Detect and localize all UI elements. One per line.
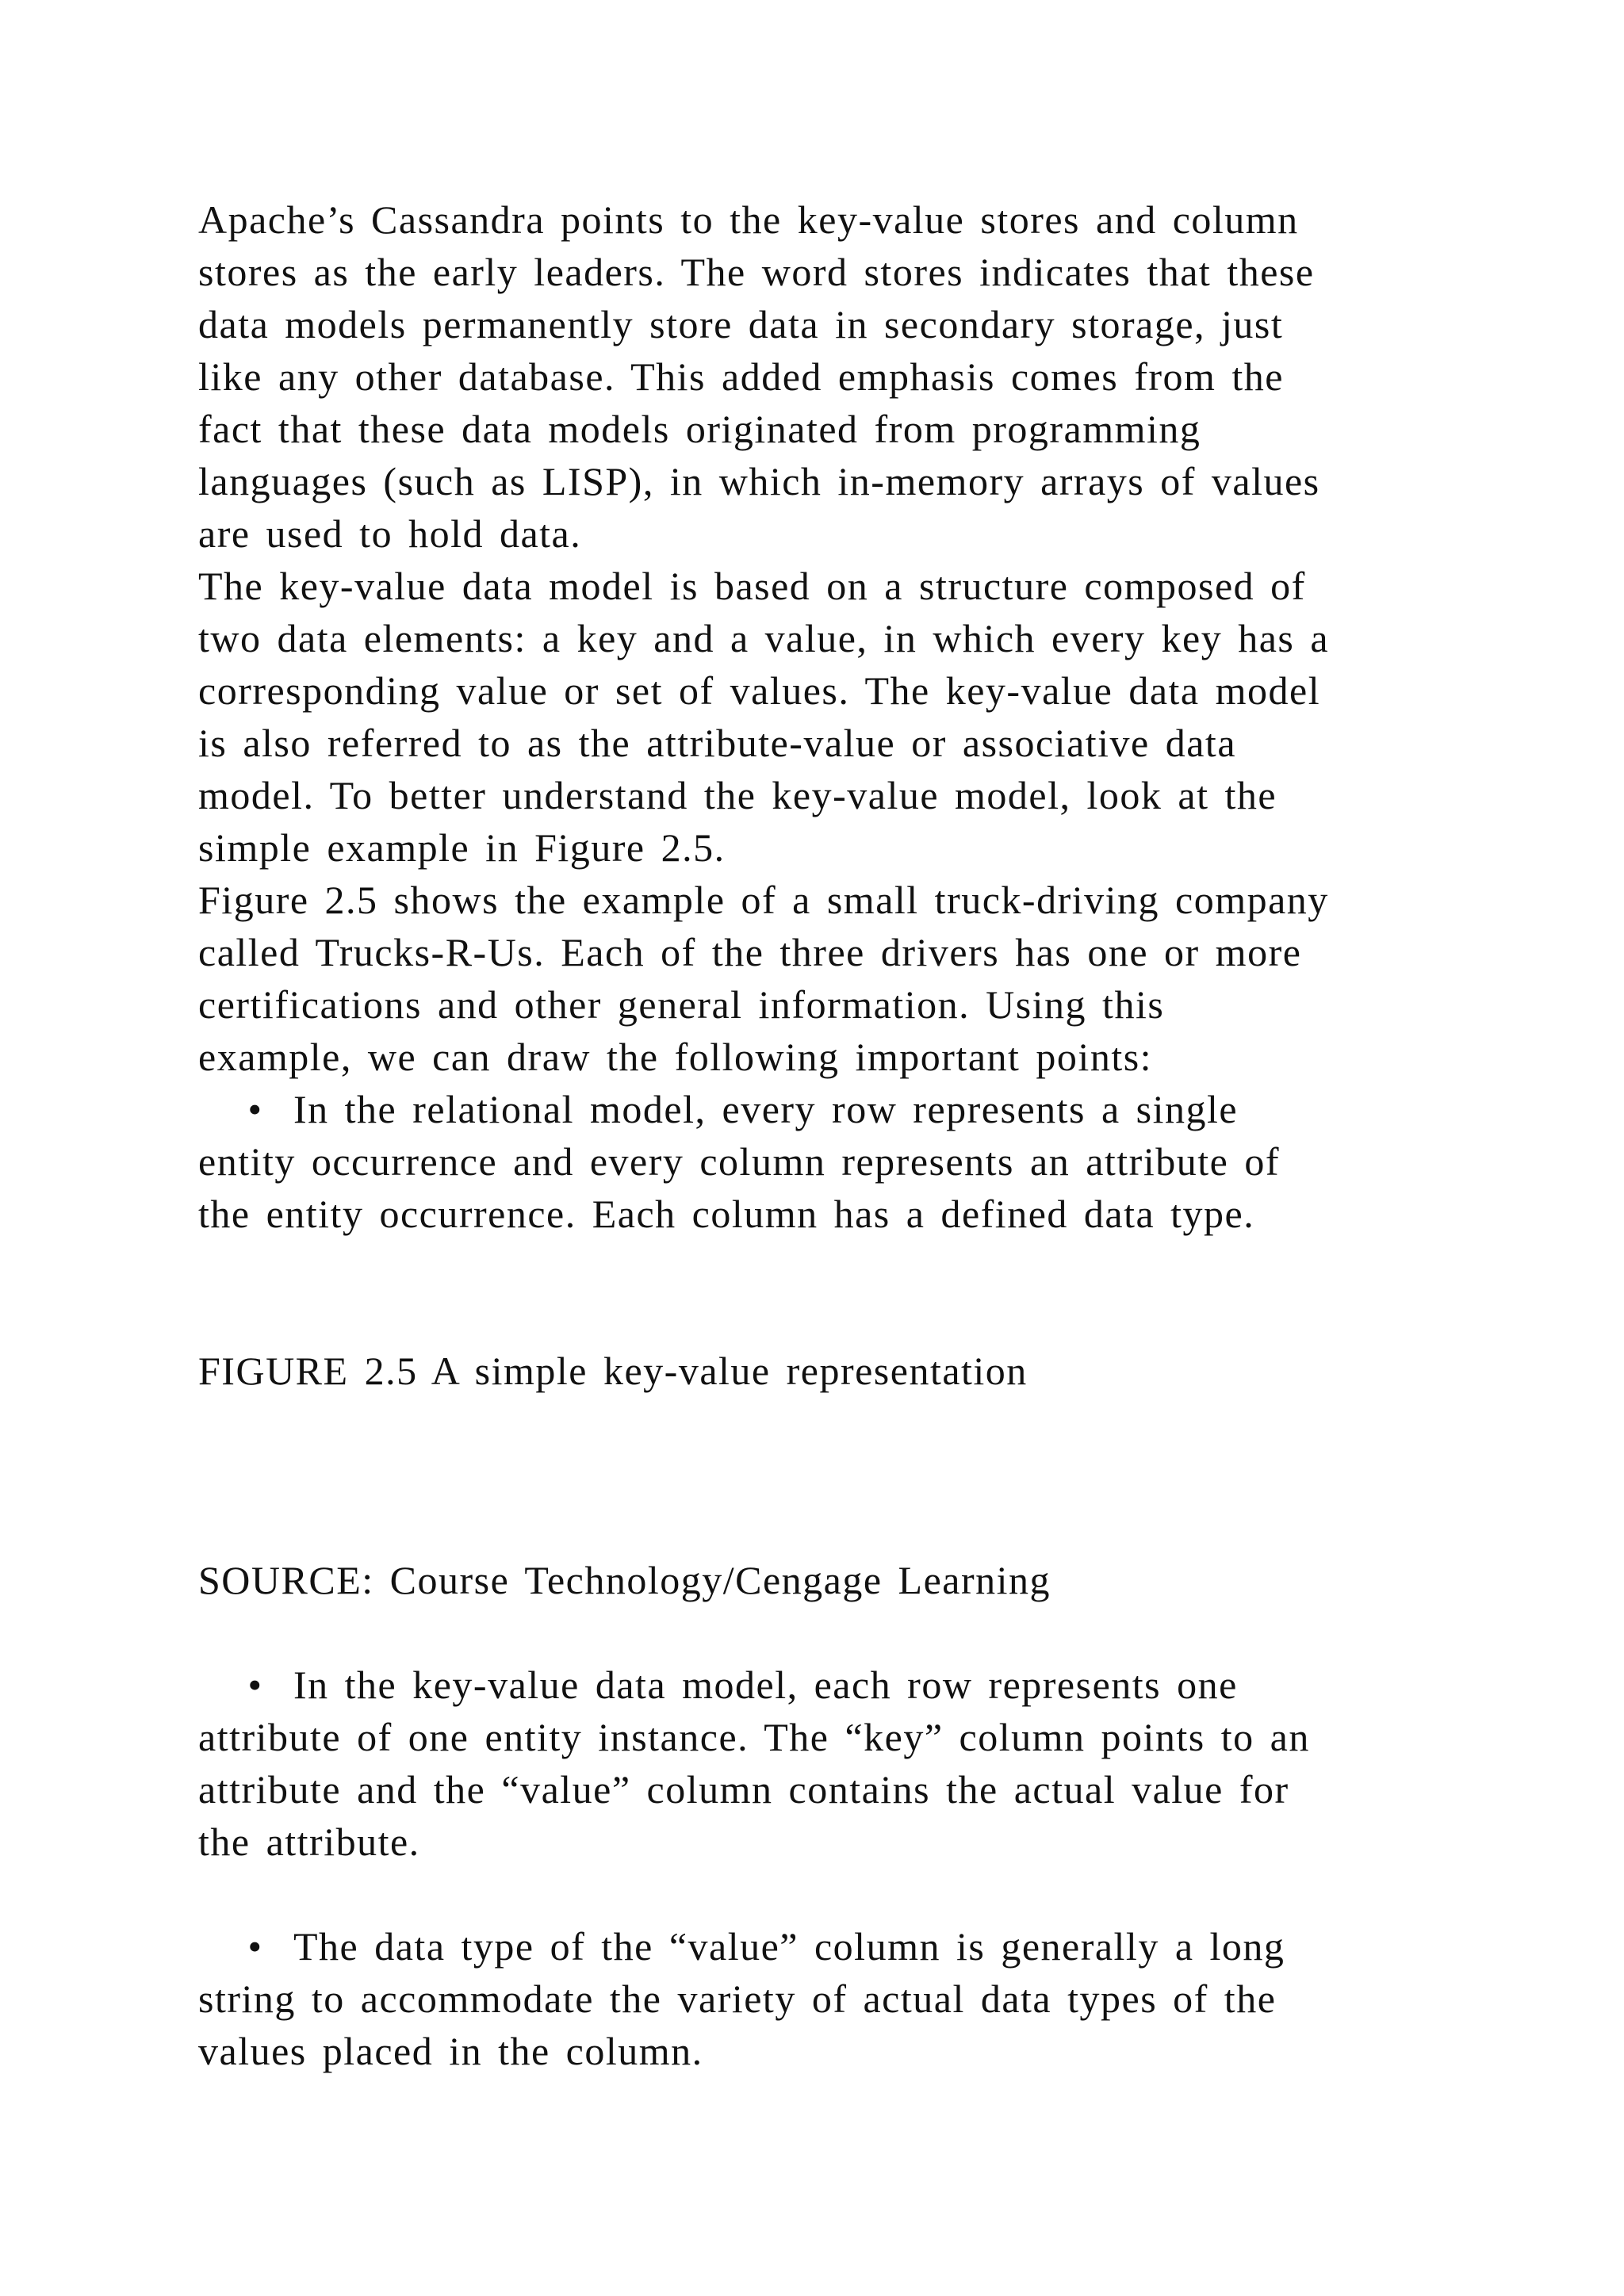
text-line: Figure 2.5 shows the example of a small truck-driving company	[198, 878, 1329, 922]
bullet-icon: •	[247, 1924, 262, 1969]
figure-placeholder	[198, 1397, 1435, 1554]
bullet-text: The data type of the “value” column is generally a long	[293, 1924, 1285, 1969]
text-line: example, we can draw the following important points:	[198, 1035, 1153, 1079]
text-line: certifications and other general information. Using this	[198, 982, 1165, 1027]
bullet-first-line	[198, 1659, 1435, 1711]
text-line: languages (such as LISP), in which in-memory arrays of values	[198, 459, 1320, 503]
bullet-value-data-type	[198, 1920, 1435, 2077]
bullet-text: In the key-value data model, each row represents one	[293, 1663, 1238, 1707]
text-line: attribute and the “value” column contains the actual value for	[198, 1767, 1289, 1812]
text-line: like any other database. This added emphasis comes from the	[198, 354, 1284, 399]
paragraph-key-value-model	[198, 560, 1435, 874]
bullet-first-line	[198, 1083, 1435, 1135]
paragraph-cassandra	[198, 193, 1435, 560]
figure-caption: FIGURE 2.5 A simple key-value representation	[198, 1349, 1028, 1393]
source-line: SOURCE: Course Technology/Cengage Learning	[198, 1558, 1051, 1602]
bullet-icon: •	[247, 1087, 262, 1131]
text-line: the attribute.	[198, 1820, 420, 1864]
text-line: attribute of one entity instance. The “key” column points to an	[198, 1715, 1310, 1759]
bullet-relational-model	[198, 1083, 1435, 1240]
text-line: two data elements: a key and a value, in which every key has a	[198, 616, 1330, 660]
text-line: string to accommodate the variety of actual data types of the	[198, 1976, 1277, 2021]
text-line: fact that these data models originated from programming	[198, 407, 1201, 451]
bullet-first-line	[198, 1920, 1435, 1973]
text-line: corresponding value or set of values. The key-value data model	[198, 668, 1321, 713]
text-line: are used to hold data.	[198, 511, 582, 556]
text-line: The key-value data model is based on a structure composed of	[198, 564, 1306, 608]
text-line: model. To better understand the key-value model, look at the	[198, 773, 1277, 817]
document-page	[198, 193, 1435, 2077]
spacer	[198, 1606, 1435, 1659]
text-line: data models permanently store data in secondary storage, just	[198, 302, 1284, 346]
text-line: stores as the early leaders. The word stores indicates that these	[198, 250, 1315, 294]
text-line: simple example in Figure 2.5.	[198, 825, 726, 870]
text-line: entity occurrence and every column represents an attribute of	[198, 1139, 1280, 1184]
bullet-key-value-rows	[198, 1659, 1435, 1868]
bullet-text: In the relational model, every row represents a single	[293, 1087, 1239, 1131]
spacer	[198, 1868, 1435, 1920]
bullet-icon: •	[247, 1663, 262, 1707]
text-line: is also referred to as the attribute-value or associative data	[198, 721, 1237, 765]
text-line: Apache’s Cassandra points to the key-value stores and column	[198, 197, 1299, 242]
text-line: values placed in the column.	[198, 2029, 703, 2073]
text-line: called Trucks-R-Us. Each of the three drivers has one or more	[198, 930, 1302, 974]
paragraph-figure-intro	[198, 874, 1435, 1083]
spacer	[198, 1240, 1435, 1345]
text-line: the entity occurrence. Each column has a defined data type.	[198, 1192, 1255, 1236]
